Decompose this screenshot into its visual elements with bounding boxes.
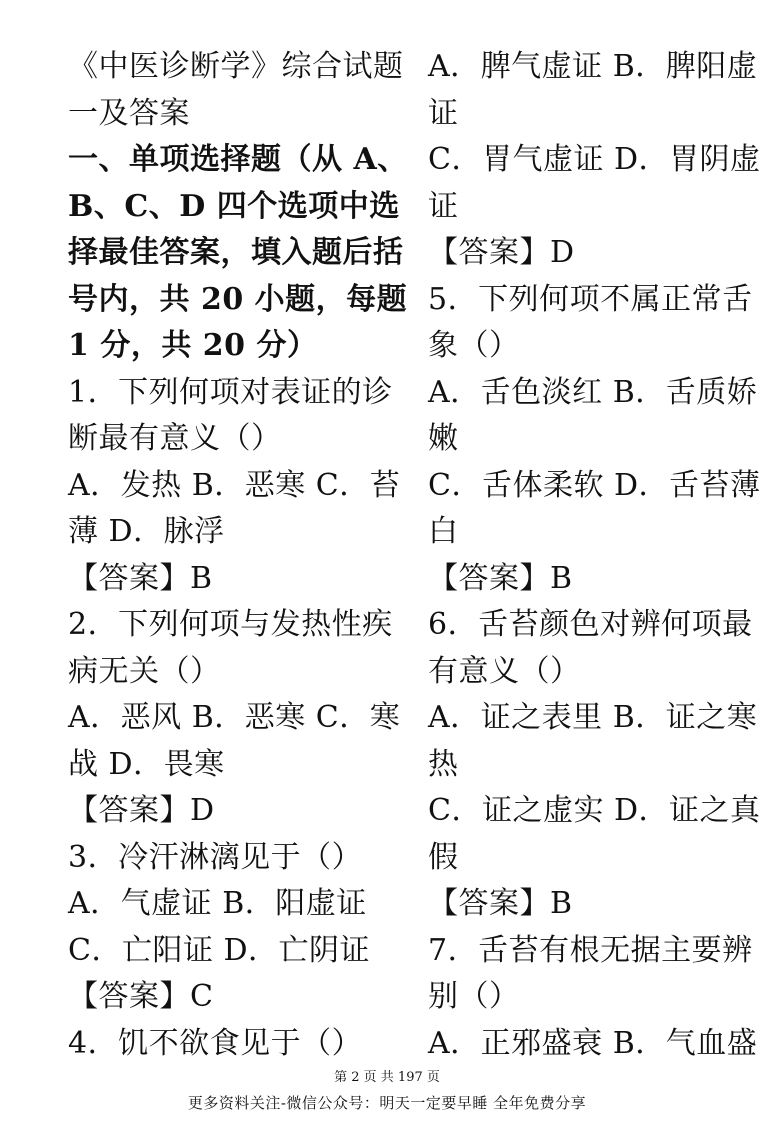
section-heading-line: 1 分，共 20 分） (68, 328, 318, 363)
answer-line: 【答案】D (68, 793, 215, 828)
left-column (68, 44, 408, 1067)
option-line: C．证之虚实 D．证之真 (428, 793, 761, 828)
question-line: 1．下列何项对表证的诊 (68, 374, 393, 410)
option-line: 热 (428, 746, 459, 782)
option-line: C．亡阳证 D．亡阴证 (68, 932, 371, 968)
question-line: 象（） (428, 328, 520, 363)
section-heading-line: 一、单项选择题（从 A、 (68, 142, 408, 177)
text-line: 一及答案 (68, 95, 190, 131)
question-line: 病无关（） (68, 653, 221, 689)
option-line: A．舌色淡红 B．舌质娇 (428, 374, 758, 410)
option-line: C．胃气虚证 D．胃阴虚 (428, 142, 761, 177)
question-line: 6．舌苔颜色对辨何项最 (428, 607, 753, 642)
question-line: 5．下列何项不属正常舌 (428, 281, 753, 317)
page-number: 第 2 页 共 197 页 (334, 1070, 440, 1085)
option-line: 战 D．畏寒 (68, 746, 225, 782)
option-line: A．证之表里 B．证之寒 (428, 700, 758, 735)
question-line: 有意义（） (428, 653, 581, 689)
option-line: A．脾气虚证 B．脾阳虚 (428, 49, 758, 84)
question-line: 断最有意义（） (68, 421, 282, 456)
question-line: 3．冷汗淋漓见于（） (68, 839, 363, 875)
option-line: A．恶风 B．恶寒 C．寒 (68, 700, 401, 735)
question-line: 2．下列何项与发热性疾 (68, 607, 393, 642)
answer-line: 【答案】B (428, 886, 573, 921)
option-line: 薄 D．脉浮 (68, 514, 225, 549)
option-line: A．发热 B．恶寒 C．苔 (68, 467, 401, 503)
option-line: 证 (428, 95, 459, 131)
option-line: 证 (428, 188, 459, 224)
option-line: C．舌体柔软 D．舌苔薄 (428, 467, 761, 503)
question-line: 4．饥不欲食见于（） (68, 1025, 363, 1061)
option-line: 假 (428, 839, 459, 875)
option-line: A．正邪盛衰 B．气血盛 (428, 1025, 758, 1061)
option-line: A．气虚证 B．阳虚证 (68, 886, 367, 921)
text-line: 《中医诊断学》综合试题 (68, 49, 404, 84)
answer-line: 【答案】C (68, 979, 214, 1014)
option-line: 白 (428, 514, 459, 549)
answer-line: 【答案】D (428, 235, 575, 270)
option-line: 嫩 (428, 421, 459, 456)
section-heading-line: 号内，共 20 小题，每题 (68, 281, 408, 317)
answer-line: 【答案】B (68, 560, 213, 596)
answer-line: 【答案】B (428, 560, 573, 596)
question-line: 7．舌苔有根无据主要辨 (428, 932, 753, 968)
right-column (428, 44, 761, 1067)
section-heading-line: 择最佳答案，填入题后括 (68, 235, 404, 270)
section-heading-line: B、C、D 四个选项中选 (68, 188, 400, 224)
footer-note: 更多资料关注-微信公众号：明天一定要早睡 全年免费分享 (187, 1094, 587, 1112)
question-line: 别（） (428, 979, 520, 1014)
